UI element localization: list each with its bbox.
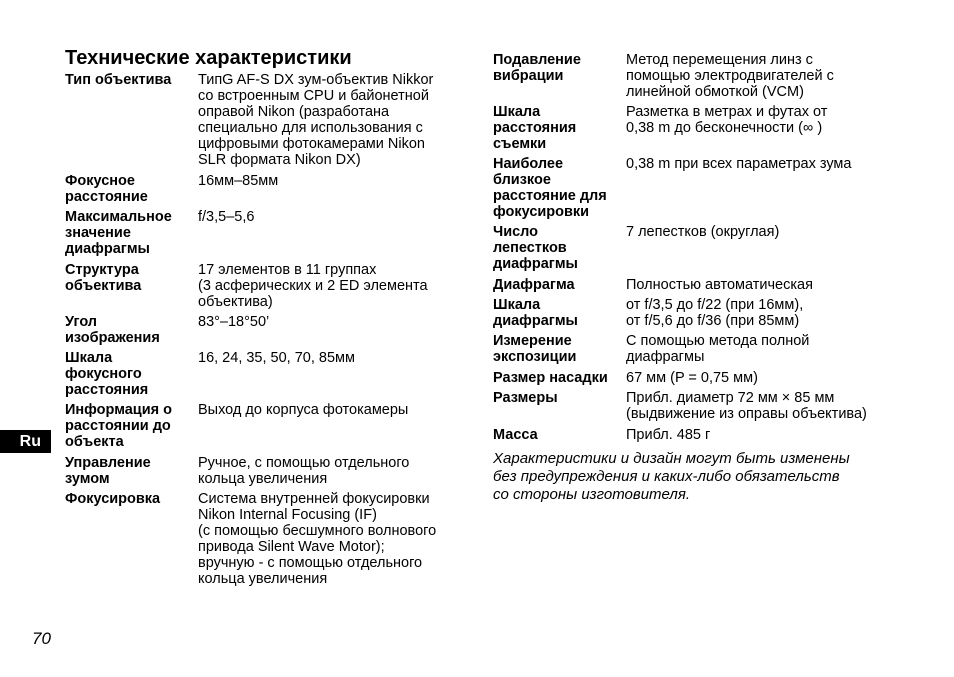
spec-value-line: Выход до корпуса фотокамеры [198,402,409,418]
spec-value [198,455,409,487]
spec-value-line: (с помощью бесшумного волнового [198,523,437,539]
spec-label-line: Тип объектива [65,72,172,88]
spec-value-line: цифровыми фотокамерами Nikon [198,136,425,152]
spec-label-line: диафрагмы [65,241,150,257]
spec-value-line: Система внутренней фокусировки [198,491,430,507]
spec-value [198,262,428,310]
spec-value-line: 17 элементов в 11 группах [198,262,377,278]
spec-value [198,491,436,587]
spec-value-line: кольца увеличения [198,571,328,587]
note-line: со стороны изготовителя. [493,486,691,503]
spec-label-line: Масса [493,427,538,443]
spec-label-line: Размеры [493,390,558,406]
spec-value-line: от f/5,6 до f/36 (при 85мм) [626,313,800,329]
spec-label [65,314,160,346]
spec-value [626,224,779,240]
spec-value-line: (выдвижение из оправы объектива) [626,406,867,422]
spec-value-line: ТипG AF-S DX зум-объектив Nikkor [198,72,434,88]
spec-value-line: 7 лепестков (округлая) [626,224,780,240]
disclaimer-note [493,450,850,504]
spec-value [626,390,867,422]
spec-label-line: Измерение [493,333,572,349]
spec-value [198,173,278,189]
spec-label-line: Подавление [493,52,581,68]
spec-value-line: линейной обмоткой (VCM) [626,84,804,100]
spec-label-line: фокусного [65,366,142,382]
spec-label [65,402,172,450]
spec-value-line: 16, 24, 35, 50, 70, 85мм [198,350,355,366]
spec-label [65,350,148,398]
spec-value [198,402,408,418]
spec-value [626,427,710,443]
page-number: 70 [32,629,51,648]
spec-label-line: расстояния [65,382,149,398]
spec-label [65,491,160,507]
spec-label-line: лепестков [493,240,567,256]
spec-value [626,104,827,136]
spec-label-line: расстояние [65,189,148,205]
spec-label [493,224,578,272]
spec-value-line: диафрагмы [626,349,705,365]
spec-label-line: объекта [65,434,124,450]
spec-value-line: 0,38 m при всех параметрах зума [626,156,852,172]
spec-label [65,455,151,487]
spec-label [65,209,172,257]
spec-label-line: Управление [65,455,151,471]
spec-label-line: Максимальное [65,209,172,225]
spec-value-line: (3 асферических и 2 ED элемента [198,278,428,294]
spec-value-line: объектива) [198,294,273,310]
spec-label-line: экспозиции [493,349,577,365]
spec-label [493,297,578,329]
spec-label-line: Шкала [493,297,541,313]
spec-label-line: расстояние для [493,188,607,204]
spec-value-line: Ручное, с помощью отдельного [198,455,410,471]
spec-value [198,314,269,330]
spec-value-line: С помощью метода полной [626,333,810,349]
spec-value-line: со встроенным CPU и байонетной [198,88,429,104]
spec-label-line: зумом [65,471,110,487]
spec-label [493,390,558,406]
spec-label-line: вибрации [493,68,564,84]
spec-label [65,173,148,205]
spec-label-line: значение [65,225,131,241]
spec-label-line: расстоянии до [65,418,171,434]
spec-value-line: кольца увеличения [198,471,328,487]
spec-label-line: Фокусировка [65,491,161,507]
spec-label-line: Размер насадки [493,370,608,386]
spec-value-line: вручную - с помощью отдельного [198,555,423,571]
spec-value [626,156,851,172]
spec-label-line: съемки [493,136,547,152]
language-tab: Ru [0,430,51,453]
spec-value-line: 16мм–85мм [198,173,279,189]
spec-label-line: Шкала [493,104,541,120]
spec-value-line: Полностью автоматическая [626,277,813,293]
spec-value-line: от f/3,5 до f/22 (при 16мм), [626,297,804,313]
page-title: Технические характеристики [65,47,352,69]
spec-value-line: Nikon Internal Focusing (IF) [198,507,377,523]
spec-label-line: близкое [493,172,551,188]
spec-label [65,72,171,88]
spec-label [493,427,538,443]
spec-value [626,297,803,329]
spec-value-line: помощью электродвигателей с [626,68,834,84]
spec-value-line: f/3,5–5,6 [198,209,255,225]
spec-label [493,333,576,365]
spec-value-line: 83°–18°50’ [198,314,270,330]
spec-value-line: Разметка в метрах и футах от [626,104,828,120]
spec-value [626,277,813,293]
spec-label-line: расстояния [493,120,577,136]
spec-label-line: Шкала [65,350,113,366]
spec-label [493,277,575,293]
note-line: Характеристики и дизайн могут быть изменены [493,450,850,467]
spec-label-line: Число [493,224,539,240]
spec-label [493,156,607,220]
note-line: без предупреждения и каких-либо обязательств [493,468,840,485]
spec-value-line: SLR формата Nikon DX) [198,152,361,168]
spec-value-line: специально для использования с [198,120,423,136]
spec-value-line: 0,38 m до бесконечности (∞ ) [626,120,823,136]
spec-label-line: фокусировки [493,204,590,220]
spec-label-line: диафрагмы [493,256,578,272]
spec-label-line: Наиболее [493,156,564,172]
spec-label [493,370,608,386]
spec-label-line: Информация о [65,402,172,418]
spec-value [626,333,809,365]
spec-label [493,52,581,84]
spec-value [626,370,758,386]
spec-label-line: Диафрагма [493,277,575,293]
spec-value [626,52,834,100]
spec-value-line: Метод перемещения линз с [626,52,813,68]
spec-value-line: привода Silent Wave Motor); [198,539,385,555]
spec-label-line: Угол [65,314,98,330]
spec-label-line: изображения [65,330,160,346]
spec-value-line: Прибл. диаметр 72 мм × 85 мм [626,390,835,406]
spec-label [493,104,576,152]
spec-label-line: Структура [65,262,139,278]
spec-value-line: 67 мм (P = 0,75 мм) [626,370,758,386]
spec-label-line: диафрагмы [493,313,578,329]
spec-label [65,262,141,294]
spec-value [198,350,355,366]
spec-value-line: оправой Nikon (разработана [198,104,390,120]
spec-label-line: Фокусное [65,173,135,189]
spec-value-line: Прибл. 485 г [626,427,711,443]
spec-value [198,72,433,168]
spec-label-line: объектива [65,278,142,294]
spec-value [198,209,254,225]
